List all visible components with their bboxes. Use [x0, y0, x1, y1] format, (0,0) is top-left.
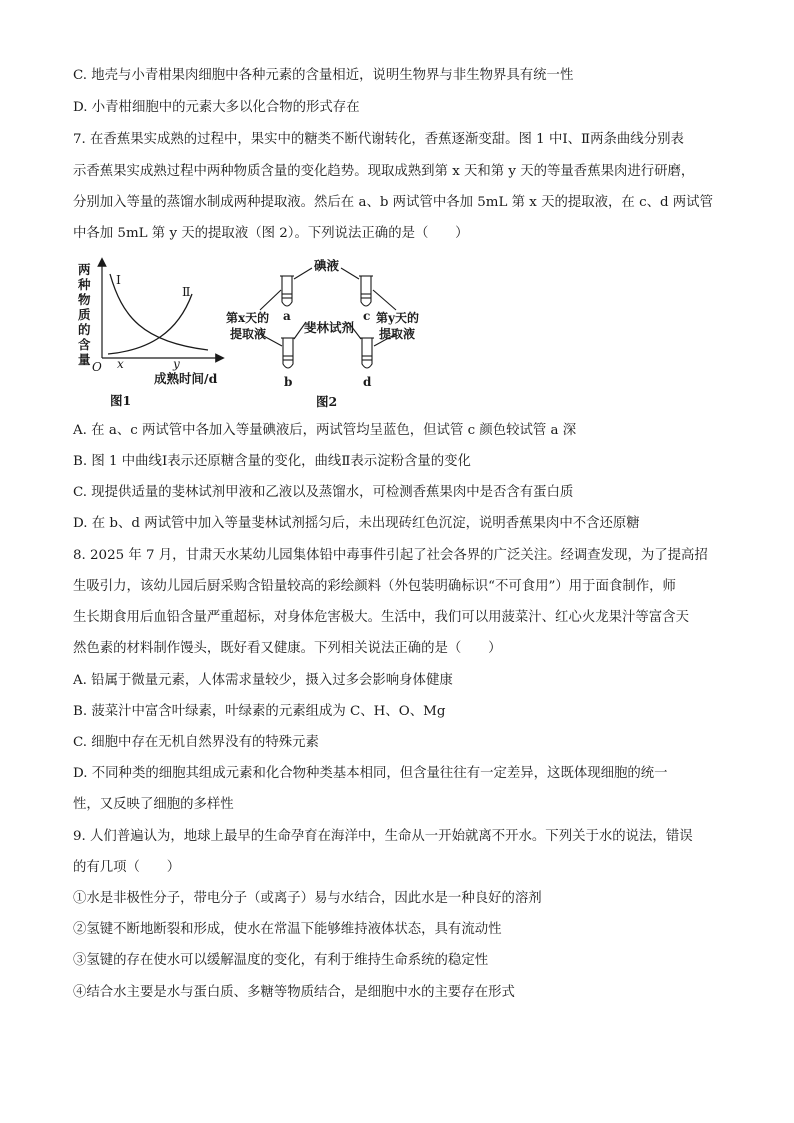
- iodine-label: 碘液: [314, 258, 340, 273]
- origin-label: O: [92, 360, 102, 374]
- y-extract-label-1: 第y天的: [376, 311, 419, 325]
- test-tube-b: [281, 338, 295, 368]
- q8-option-d: D. 不同种类的细胞其组成元素和化合物种类基本相同，但含量往往有一定差异，这既体现细胞的统一: [73, 766, 668, 781]
- q8-stem-line: 生长期食用后血铅含量严重超标，对身体危害极大。生活中，我们可以用菠菜汁、红心火龙果汁等富含天: [73, 610, 689, 625]
- ylabel-char: 的: [78, 322, 91, 337]
- figure-1: [70, 256, 240, 414]
- q8-option-b: B. 菠菜汁中富含叶绿素，叶绿素的元素组成为 C、H、O、Mg: [73, 704, 446, 719]
- figure-2-diagram: [226, 254, 436, 414]
- x-tick-label: x: [117, 357, 124, 371]
- x-extract-arrow-to-a: [260, 290, 281, 310]
- q6-option-c: C. 地壳与小青柑果肉细胞中各种元素的含量相近，说明生物界与非生物界具有统一性: [73, 68, 574, 83]
- curve-ii-label: Ⅱ: [182, 284, 191, 299]
- ylabel-char: 含: [78, 337, 91, 352]
- figure-2: [226, 254, 436, 414]
- tube-c-label: c: [363, 309, 371, 323]
- q7-option-c: C. 现提供适量的斐林试剂甲液和乙液以及蒸馏水，可检测香蕉果肉中是否含有蛋白质: [73, 485, 574, 500]
- test-tube-d: [360, 338, 374, 368]
- figure-1-ylabel: [77, 262, 91, 367]
- q6-option-d: D. 小青柑细胞中的元素大多以化合物的形式存在: [73, 100, 360, 115]
- y-tick-label: y: [173, 357, 180, 371]
- figure-1-caption: 图1: [110, 393, 132, 408]
- ylabel-char: 两: [78, 262, 91, 277]
- iodine-arrow-right: [341, 268, 359, 279]
- q8-option-c: C. 细胞中存在无机自然界没有的特殊元素: [73, 735, 319, 750]
- test-tube-a: [280, 276, 294, 306]
- q8-stem-line: 8. 2025 年 7 月，甘肃天水某幼儿园集体铅中毒事件引起了社会各界的广泛关注。经调查发现，为了提高招: [73, 548, 708, 563]
- q8-stem-line: 然色素的材料制作馒头，既好看又健康。下列相关说法正确的是（ ）: [73, 641, 502, 656]
- q9-item-4: ④结合水主要是水与蛋白质、多糖等物质结合，是细胞中水的主要存在形式: [73, 985, 515, 1000]
- tube-b-label: b: [284, 375, 293, 389]
- ylabel-char: 物: [78, 292, 91, 307]
- q7-option-d: D. 在 b、d 两试管中加入等量斐林试剂摇匀后，未出现砖红色沉淀，说明香蕉果肉中不含还原糖: [73, 516, 640, 531]
- q7-stem-line: 中各加 5mL 第 y 天的提取液（图 2）。下列说法正确的是（ ）: [73, 226, 469, 241]
- fehling-label: 斐林试剂: [304, 320, 355, 335]
- x-extract-label-1: 第x天的: [226, 311, 270, 325]
- q7-option-a: A. 在 a、c 两试管中各加入等量碘液后，两试管均呈蓝色，但试管 c 颜色较试管 a 深: [73, 423, 577, 438]
- q8-option-a: A. 铅属于微量元素，人体需求量较少，摄入过多会影响身体健康: [73, 673, 453, 688]
- q7-stem-line: 7. 在香蕉果实成熟的过程中，果实中的糖类不断代谢转化，香蕉逐渐变甜。图 1 中Ⅰ、Ⅱ两条曲线分别表: [73, 132, 684, 147]
- figure-2-caption: 图2: [316, 394, 338, 409]
- test-tube-c: [359, 276, 373, 306]
- q7-option-b: B. 图 1 中曲线Ⅰ表示还原糖含量的变化，曲线Ⅱ表示淀粉含量的变化: [73, 454, 471, 469]
- y-extract-arrow-to-c: [373, 290, 396, 310]
- q9-item-1: ①水是非极性分子，带电分子（或离子）易与水结合，因此水是一种良好的溶剂: [73, 891, 542, 906]
- tube-a-label: a: [283, 309, 291, 323]
- q7-stem-line: 分别加入等量的蒸馏水制成两种提取液。然后在 a、b 两试管中各加 5mL 第 x 天的提取液，在 c、d 两试管: [73, 195, 713, 210]
- q9-item-3: ③氢键的存在使水可以缓解温度的变化，有利于维持生命系统的稳定性: [73, 953, 489, 968]
- ylabel-char: 种: [78, 277, 91, 292]
- q9-item-2: ②氢键不断地断裂和形成，使水在常温下能够维持液体状态，具有流动性: [73, 922, 502, 937]
- y-extract-label-2: 提取液: [379, 327, 416, 341]
- ylabel-char: 质: [78, 307, 91, 322]
- curve-i-label: Ⅰ: [116, 272, 121, 287]
- q7-stem-line: 示香蕉果实成熟过程中两种物质含量的变化趋势。现取成熟到第 x 天和第 y 天的等量香蕉果肉进行研磨，: [73, 164, 695, 179]
- q8-stem-line: 生吸引力，该幼儿园后厨采购含铅量较高的彩绘颜料（外包装明确标识“不可食用”）用于面食制作，师: [73, 579, 676, 594]
- figure-1-xlabel: 成熟时间/d: [154, 371, 218, 386]
- figure-1-graph: [70, 256, 240, 414]
- curve-i: [110, 274, 208, 350]
- q9-stem-line: 的有几项（ ）: [73, 860, 181, 875]
- tube-d-label: d: [363, 375, 372, 389]
- x-extract-label-2: 提取液: [230, 327, 267, 341]
- ylabel-char: 量: [78, 352, 91, 367]
- iodine-arrow-left: [294, 268, 312, 279]
- q8-option-d-cont: 性，又反映了细胞的多样性: [73, 797, 234, 812]
- q9-stem-line: 9. 人们普遍认为，地球上最早的生命孕育在海洋中，生命从一开始就离不开水。下列关于水的说法，错误: [73, 829, 693, 844]
